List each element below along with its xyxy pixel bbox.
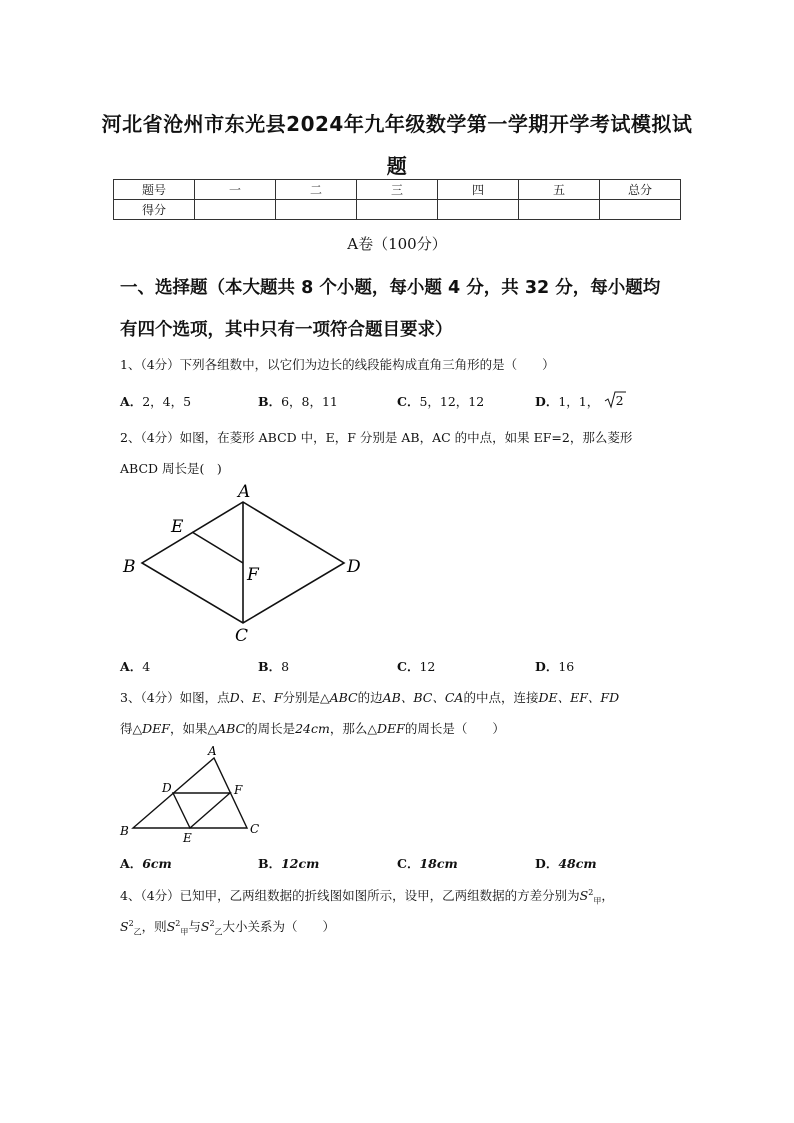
text-run: 4、（4分）已知甲，乙两组数据的折线图如图所示，设甲，乙两组数据的方差分别为 <box>120 888 580 903</box>
score-input-cell[interactable] <box>357 200 438 220</box>
math-run: 24cm <box>295 721 330 736</box>
q1-option-a <box>120 392 191 410</box>
option-key: C． <box>397 659 420 674</box>
page-title: 河北省沧州市东光县2024年九年级数学第一学期开学考试模拟试 <box>101 112 693 136</box>
volume-heading: A卷（100分） <box>347 235 447 253</box>
radicand: 2 <box>615 393 624 408</box>
q3-option-a <box>120 854 172 872</box>
option-text: 16 <box>558 659 575 674</box>
option-key: A． <box>120 659 143 674</box>
score-cell: 一 <box>195 180 276 200</box>
option-key: A． <box>120 856 143 871</box>
score-input-cell[interactable] <box>276 200 357 220</box>
option-text: 1，1， <box>558 394 600 409</box>
text-run: ，如果△ <box>169 721 218 736</box>
label-a: A <box>208 744 217 758</box>
superscript: 2 <box>175 918 181 928</box>
option-text: 12 <box>419 659 436 674</box>
option-key: B． <box>258 394 282 409</box>
option-text: 4 <box>142 659 151 674</box>
score-input-cell[interactable] <box>519 200 600 220</box>
math-run: ABC <box>217 721 246 736</box>
question-1-stem: 1、（4分）下列各组数中，以它们为边长的线段能构成直角三角形的是（ ） <box>120 357 555 372</box>
score-cell: 总分 <box>600 180 681 200</box>
subscript: 甲 <box>593 896 602 906</box>
question-2-stem-line2: ABCD 周长是( ) <box>120 461 222 476</box>
score-cell: 四 <box>438 180 519 200</box>
q2-option-c <box>397 657 435 675</box>
option-key: A． <box>120 394 143 409</box>
text-run: ，那么△ <box>329 721 377 736</box>
page-title-continuation: 题 <box>386 154 408 178</box>
q1-option-c <box>397 392 484 410</box>
triangle-figure <box>115 742 270 847</box>
option-text: 6cm <box>142 856 172 871</box>
q2-option-b <box>258 657 289 675</box>
score-input-cell[interactable] <box>438 200 519 220</box>
score-input-cell[interactable] <box>600 200 681 220</box>
section-heading-line2: 有四个选项，其中只有一项符合题目要求） <box>120 320 453 340</box>
q2-option-a <box>120 657 150 675</box>
subscript: 乙 <box>214 927 223 937</box>
label-d: D <box>162 781 172 795</box>
q3-option-c <box>397 854 458 872</box>
text-run: 的边 <box>357 690 383 705</box>
math-run: S <box>166 919 176 934</box>
label-e: E <box>171 517 184 537</box>
score-table-score-row <box>114 200 681 220</box>
subscript: 乙 <box>133 927 142 937</box>
label-f: F <box>234 783 243 797</box>
q3-option-d <box>535 854 597 872</box>
score-cell: 二 <box>276 180 357 200</box>
q2-option-d <box>535 657 574 675</box>
option-key: B． <box>258 659 282 674</box>
math-run: ABC <box>329 690 358 705</box>
score-cell: 三 <box>357 180 438 200</box>
label-e: E <box>183 831 192 845</box>
option-key: B． <box>258 856 282 871</box>
text-run: ， <box>601 888 614 903</box>
triangle-def <box>173 793 230 828</box>
math-run: S <box>200 919 210 934</box>
segment-ef <box>192 532 243 563</box>
text-run: ，则 <box>141 919 167 934</box>
option-text: 6，8，11 <box>281 394 338 409</box>
sqrt-2 <box>604 393 626 409</box>
score-input-cell[interactable] <box>195 200 276 220</box>
text-run: 的周长是（ ） <box>404 721 505 736</box>
score-cell: 得分 <box>114 200 195 220</box>
label-c: C <box>235 626 249 645</box>
option-key: C． <box>397 856 420 871</box>
option-text: 5，12，12 <box>419 394 485 409</box>
score-table <box>113 179 681 220</box>
section-heading-line1: 一、选择题（本大题共 8 个小题，每小题 4 分，共 32 分，每小题均 <box>120 278 661 298</box>
superscript: 2 <box>128 918 134 928</box>
math-run: DEF <box>142 721 170 736</box>
q1-option-b <box>258 392 338 410</box>
option-text: 8 <box>281 659 290 674</box>
text-run: 的中点，连接 <box>463 690 539 705</box>
rhombus-figure <box>115 480 375 645</box>
text-run: 得△ <box>120 721 143 736</box>
option-key: C． <box>397 394 420 409</box>
text-run: 的周长是 <box>245 721 296 736</box>
option-key: D． <box>535 856 559 871</box>
label-d: D <box>347 557 361 577</box>
label-f: F <box>247 565 259 585</box>
question-2-stem-line1: 2、（4分）如图，在菱形 ABCD 中，E，F 分别是 AB，AC 的中点，如果 EF=2，那么菱形 <box>120 430 633 445</box>
math-run: DE、EF、FD <box>538 690 620 705</box>
math-run: AB、BC、CA <box>382 690 464 705</box>
score-cell: 题号 <box>114 180 195 200</box>
q1-option-d <box>535 392 626 410</box>
text-run: 大小关系为（ ） <box>222 919 336 934</box>
option-text: 2，4，5 <box>142 394 192 409</box>
label-b: B <box>123 557 136 577</box>
math-run: S <box>120 919 129 934</box>
text-run: 分别是△ <box>282 690 330 705</box>
option-text: 12cm <box>281 856 320 871</box>
subscript: 甲 <box>180 927 189 937</box>
superscript: 2 <box>209 918 215 928</box>
option-key: D． <box>535 394 559 409</box>
text-run: 3、（4分）如图，点 <box>120 690 230 705</box>
text-run: 与 <box>188 919 201 934</box>
question-3-stem-line1 <box>120 688 690 706</box>
option-text: 48cm <box>558 856 597 871</box>
math-run: DEF <box>377 721 405 736</box>
option-key: D． <box>535 659 559 674</box>
score-cell: 五 <box>519 180 600 200</box>
label-c: C <box>250 822 260 836</box>
label-b: B <box>120 824 129 838</box>
question-4-stem-line2 <box>120 917 690 938</box>
superscript: 2 <box>588 887 594 897</box>
question-4-stem-line1 <box>120 886 690 907</box>
math-run: D、E、F <box>229 690 283 705</box>
q3-option-b <box>258 854 319 872</box>
question-3-stem-line2 <box>120 719 690 737</box>
score-table-header-row <box>114 180 681 200</box>
label-a: A <box>238 482 251 502</box>
option-text: 18cm <box>419 856 458 871</box>
math-run: S <box>579 888 589 903</box>
